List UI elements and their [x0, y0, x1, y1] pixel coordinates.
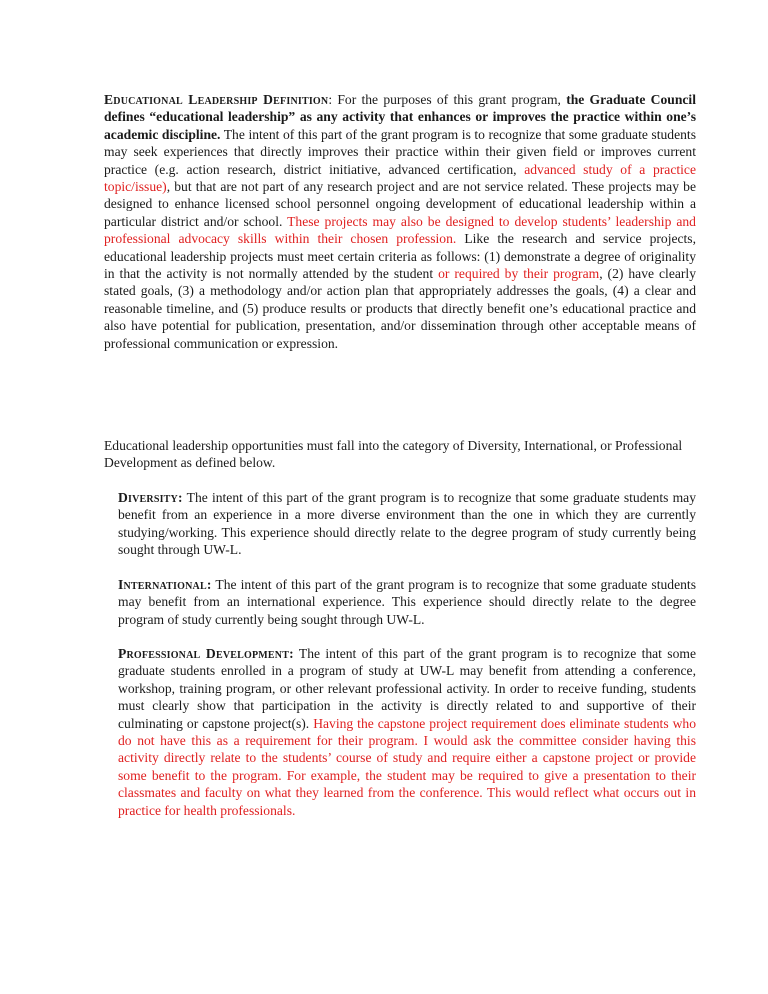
definition-text-5: , (2) have clearly stated goals, (3) a methodology and/or action plan that appropriately addresses the goals, (4) a clear and reasonable timeline, and (5) produce results or products that directly benefit one’s educational practice and also have potential for publication, presentation, and/or dissemination through other acceptable means of professional communication or expression. — [104, 266, 697, 351]
international-heading: International: — [118, 577, 212, 592]
definition-red-3: or required by their program — [438, 266, 600, 282]
categories-intro: Educational leadership opportunities must fall into the category of Diversity, International, or Professional Development as defined below. — [104, 438, 683, 471]
professional-development-red-note: Having the capstone project requirement does eliminate students who do not have this as a requirement for their program. I would ask the committee consider having this activity directly relate to the students’ course of study and require either a capstone project or provide some benefit to the program. For example, the student may be required to give a presentation to their classmates and faculty on what they learned from the conference. This would reflect what occurs out in practice for health professionals. — [118, 715, 696, 818]
definition-paragraph — [104, 91, 696, 352]
international-paragraph — [118, 576, 696, 628]
definition-red-2: These projects may also be designed to develop students’ leadership and professional advocacy skills within their chosen profession. — [104, 213, 696, 247]
definition-red-1: advanced study of a practice topic/issue) — [104, 161, 696, 195]
diversity-heading: Diversity: — [118, 490, 183, 505]
definition-bold-statement: the Graduate Council defines “educational leadership” as any activity that enhances or improves the practice within one’s academic discipline. — [104, 92, 696, 142]
definition-text-2: The intent of this part of the grant program is to recognize that some graduate students may seek experiences that directly improves their practice within their given field or improves current practice (e.g. action research, district initiative, advanced certification, — [104, 126, 696, 177]
definition-heading: Educational Leadership Definition — [104, 92, 329, 107]
diversity-text: The intent of this part of the grant program is to recognize that some graduate students may benefit from an experience in a more diverse environment than the one in which they are currently studying/working. This experience should directly relate to the degree program of study currently being sought through UW-L. — [118, 490, 696, 558]
international-text: The intent of this part of the grant program is to recognize that some graduate students may benefit from an international experience. This experience should directly relate to the degree program of study currently being sought through UW-L. — [118, 577, 696, 627]
definition-text-1: : For the purposes of this grant program, — [328, 92, 567, 107]
diversity-paragraph — [118, 489, 696, 559]
definition-text-4: Like the research and service projects, educational leadership projects must meet certain criteria as follows: (1) demonstrate a degree of originality in that the activity is not normally attended by the student — [104, 231, 696, 282]
professional-development-paragraph — [118, 645, 696, 819]
professional-development-text: The intent of this part of the grant program is to recognize that some graduate students enrolled in a program of study at UW-L may benefit from attending a conference, workshop, training program, or other relevant professional activity. In order to receive funding, students must clearly show that participation in the activity is directly related to and supportive of their culminating or capstone project(s). — [118, 646, 696, 731]
definition-text-3: , but that are not part of any research project and are not service related. These projects may be designed to enhance licensed school personnel ongoing development of educational leadership within a particular district and/or school. — [104, 179, 696, 229]
professional-development-heading: Professional Development: — [118, 646, 294, 661]
